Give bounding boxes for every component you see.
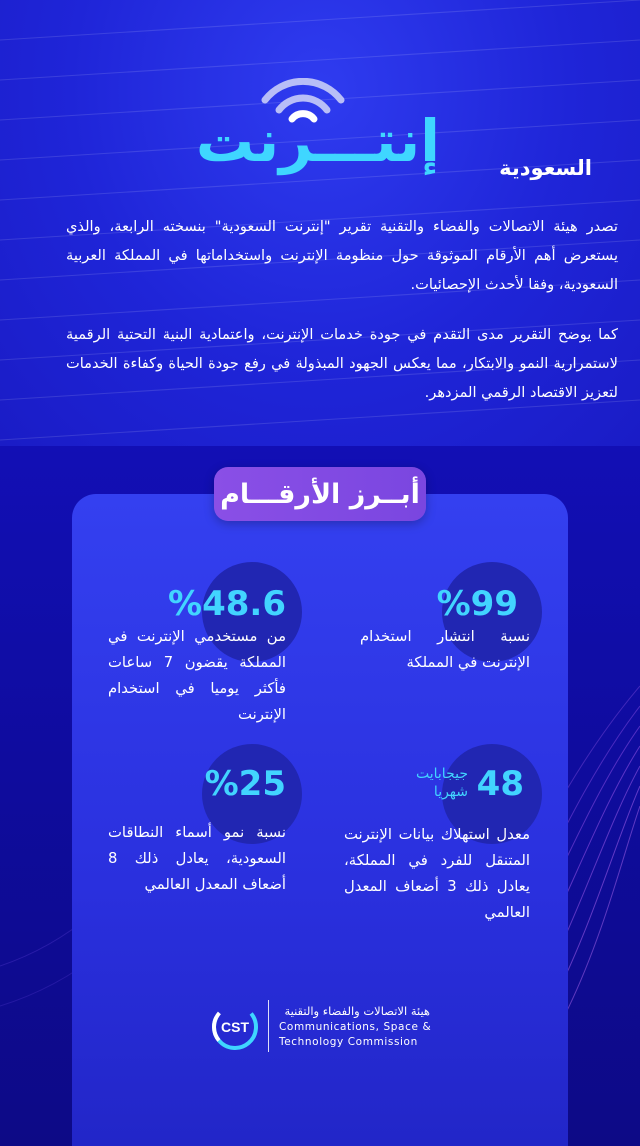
stat-value: %99 xyxy=(436,584,518,624)
org-name-english: Communications, Space & Technology Commission xyxy=(279,1021,432,1048)
logo-title: إنتـــرنت xyxy=(195,107,440,175)
stat-description: نسبة نمو أسماء النطاقات السعودية، يعادل ذلك 8 أضعاف المعدل العالمي xyxy=(108,824,286,893)
intro-paragraph-2: كما يوضح التقرير مدى التقدم في جودة خدمات الإنترنت، واعتمادية البنية التحتية الرقمية لاستمرارية النمو والابتكار، مما يعكس الجهود المبذولة في رفع جودة الحياة وكفاءة الخدمات لتعزيز الاقتصاد الرقمي المزدهر. xyxy=(66,326,618,401)
internet-saudi-logo xyxy=(195,78,440,198)
cst-logo-icon xyxy=(208,1000,262,1054)
cst-logo-text: CST xyxy=(221,1019,249,1035)
stat-description: معدل استهلاك بيانات الإنترنت المتنقل للفرد في المملكة، يعادل ذلك 3 أضعاف المعدل العالمي xyxy=(344,826,530,921)
highlights-heading: أبــرز الأرقـــام xyxy=(214,467,426,521)
logo-subtitle: السعودية xyxy=(499,156,592,180)
org-name-arabic: هيئة الاتصالات والفضاء والتقنية xyxy=(284,1004,430,1018)
footer-divider xyxy=(268,1000,269,1052)
stat-value: %48.6 xyxy=(168,584,286,624)
intro-paragraph-1: تصدر هيئة الاتصالات والفضاء والتقنية تقرير "إنترنت السعودية" بنسخته الرابعة، والذي يستعرض أهم الأرقام الموثوقة حول منظومة الإنترنت واستخداماتها في المملكة العربية السعودية، وفقا لأحدث الإحصائيات. xyxy=(66,218,618,293)
stat-value: %25 xyxy=(204,764,286,804)
stat-description: من مستخدمي الإنترنت في المملكة يقضون 7 ساعات فأكثر يوميا في استخدام الإنترنت xyxy=(108,628,286,723)
stat-unit: جيجابايت شهريا xyxy=(416,766,468,800)
intro-section xyxy=(0,0,640,446)
stat-description: نسبة انتشار استخدام الإنترنت في المملكة xyxy=(360,628,530,671)
stat-value: 48 xyxy=(476,764,524,804)
